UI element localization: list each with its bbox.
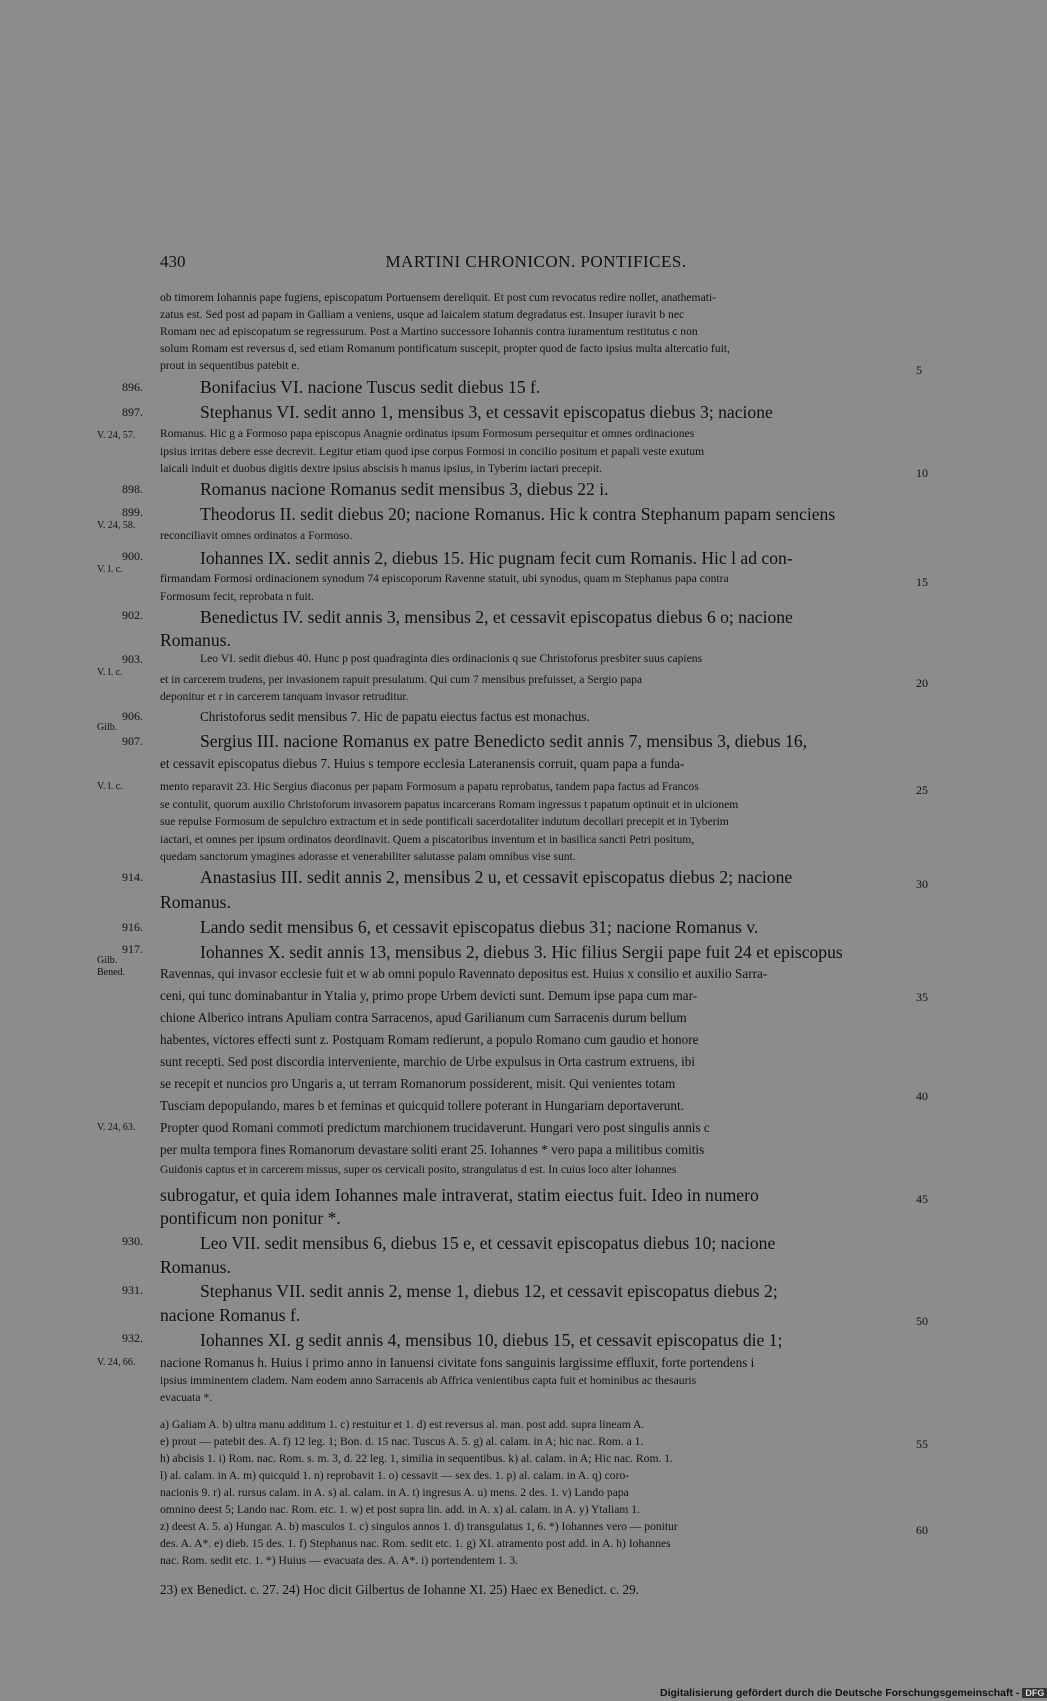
page-number: 430 <box>160 252 186 271</box>
text-line: chione Alberico intrans Apuliam contra Sarracenos, apud Garilianum cum Sarracenis durum bellum <box>160 1010 687 1025</box>
year-label: 932. <box>122 1331 143 1345</box>
year-label: 902. <box>122 608 143 622</box>
credit-text: Digitalisierung gefördert durch die Deutsche Forschungsgemeinschaft - <box>660 1687 1020 1699</box>
text-line: solum Romam est reversus d, sed etiam Romanum pontificatum suscepit, propter quod de facto ipsius multa altercatio fuit, <box>160 342 730 355</box>
year-label: 896. <box>122 380 143 394</box>
source-reference: V. 24, 58. <box>97 520 136 531</box>
text-line: nac. Rom. sedit etc. 1. *) Huius — evacuata des. A. A*. i) portendentem 1. 3. <box>160 1554 519 1567</box>
text-line: per multa tempora fines Romanorum devastare soliti erant 25. Iohannes * vero papa a militibus comitis <box>160 1142 705 1157</box>
text-line: ceni, qui tunc dominabantur in Ytalia y, primo prope Urbem devicti sunt. Demum ipse papa cum mar- <box>160 988 698 1003</box>
source-reference: Bened. <box>97 967 126 978</box>
line-number: 20 <box>916 676 928 690</box>
source-reference: V. 24, 57. <box>97 430 136 441</box>
text-line: laicali induit et duobus digitis dextre ipsius abscisis h manus ipsius, in Tyberim iactari precepit. <box>160 462 603 475</box>
text-line: se recepit et nuncios pro Ungaris a, ut terram Romanorum possiderent, misit. Qui venientes totam <box>160 1076 676 1091</box>
line-number: 60 <box>916 1523 928 1537</box>
text-line: nacione Romanus h. Huius i primo anno in Ianuensi civitate fons sanguinis largissime effluxit, forte portendens i <box>160 1355 755 1370</box>
text-line: ipsius imminentem cladem. Nam eodem anno Sarracenis ab Affrica venientibus capta fuit et hominibus ac thesauris <box>160 1374 697 1387</box>
year-label: 898. <box>122 482 143 496</box>
text-line: quedam sanctorum ymagines adorasse et venerabiliter salutasse palam omnibus vise sunt. <box>160 850 576 863</box>
text-line: h) abcisis 1. i) Rom. nac. Rom. s. m. 3, d. 22 leg. 1, similia in sequentibus. k) al. calam. in A; Hic nac. Rom. 1. <box>160 1452 673 1465</box>
source-reference: Gilb. <box>97 722 118 733</box>
text-line: deponitur et r in carcerem tanquam invasor retruditur. <box>160 690 409 703</box>
text-line: se contulit, quorum auxilio Christoforum invasorem papatus incarcerans Romam ingressus t papatum optinuit et in ulcionem <box>160 798 739 811</box>
text-line: reconciliavit omnes ordinatos a Formoso. <box>160 529 353 542</box>
text-line: Tusciam depopulando, mares b et feminas et quicquid tollere poterant in Hungariam deportaverunt. <box>160 1098 684 1113</box>
text-line: z) deest A. 5. a) Hungar. A. b) masculos 1. c) singulos annos 1. d) transgulatus 1, 6. *) Iohannes vero — ponitur <box>160 1520 678 1533</box>
text-line: sue repulse Formosum de sepulchro extractum et in sede pontificali sacerdotaliter indutum decollari precepit et in Tyberim <box>160 815 729 828</box>
text-line: Romanus. Hic g a Formoso papa episcopus Anagnie ordinatus ipsum Formosum persequitur et omnes ordinaciones <box>160 427 695 440</box>
text-line: ipsius irritas debere esse decrevit. Legitur etiam quod ipse corpus Formosi in concilio positum et papali veste exutum <box>160 445 705 458</box>
text-line: 23) ex Benedict. c. 27. 24) Hoc dicit Gilbertus de Iohanne XI. 25) Haec ex Benedict. c. 29. <box>160 1582 639 1597</box>
text-line: Anastasius III. sedit annis 2, mensibus 2 u, et cessavit episcopatus diebus 2; nacione <box>200 867 793 887</box>
text-line: Ravennas, qui invasor ecclesie fuit et w ab omni populo Ravennato depositus est. Huius x consilio et auxilio Sarra- <box>160 966 768 981</box>
source-reference: V. 24, 63. <box>97 1122 136 1133</box>
text-line: Sergius III. nacione Romanus ex patre Benedicto sedit annis 7, mensibus 3, diebus 16, <box>200 731 808 751</box>
line-number: 55 <box>916 1437 928 1451</box>
text-line: et cessavit episcopatus diebus 7. Huius s tempore ecclesia Lateranensis corruit, quam papa a funda- <box>160 756 685 771</box>
year-label: 903. <box>122 652 143 666</box>
text-line: firmandam Formosi ordinacionem synodum 74 episcoporum Ravenne statuit, ubi synodus, quam m Stephanus papa contra <box>160 572 729 585</box>
line-number: 10 <box>916 466 928 480</box>
text-line: Christoforus sedit mensibus 7. Hic de papatu eiectus factus est monachus. <box>200 709 590 724</box>
line-number: 25 <box>916 783 928 797</box>
text-line: Romanus. <box>160 1257 231 1277</box>
line-number: 30 <box>916 877 928 891</box>
text-line: subrogatur, et quia idem Iohannes male intraverat, statim eiectus fuit. Ideo in numero <box>160 1185 759 1205</box>
source-reference: Gilb. <box>97 955 118 966</box>
text-line: ob timorem Iohannis pape fugiens, episcopatum Portuensem dereliquit. Et post cum revocatus redire nollet, anathemati- <box>160 291 717 304</box>
text-line: mento reparavit 23. Hic Sergius diaconus per papam Formosum a papatu reprobatus, tandem papa factus ad Francos <box>160 780 699 793</box>
line-number: 35 <box>916 990 928 1004</box>
year-label: 930. <box>122 1234 143 1248</box>
year-label: 914. <box>122 870 143 884</box>
line-number: 40 <box>916 1089 928 1103</box>
year-label: 897. <box>122 405 143 419</box>
text-line: Formosum fecit, reprobata n fuit. <box>160 590 314 603</box>
text-line: Romam nec ad episcopatum se regressurum. Post a Martino successore Iohannis contra iuramentum restitutus c non <box>160 325 698 338</box>
page-header <box>160 252 912 276</box>
text-line: nacione Romanus f. <box>160 1305 301 1325</box>
text-line: Leo VI. sedit diebus 40. Hunc p post quadraginta dies ordinacionis q sue Christoforus presbiter suus capiens <box>200 652 703 665</box>
text-line: Iohannes X. sedit annis 13, mensibus 2, diebus 3. Hic filius Sergii pape fuit 24 et episcopus <box>200 942 843 962</box>
line-number: 15 <box>916 575 928 589</box>
line-number: 50 <box>916 1314 928 1328</box>
year-label: 900. <box>122 549 143 563</box>
text-line: Stephanus VI. sedit anno 1, mensibus 3, et cessavit episcopatus diebus 3; nacione <box>200 402 773 422</box>
text-line: evacuata *. <box>160 1391 213 1404</box>
text-line: iactari, et omnes per ipsum ordinatos deordinavit. Quem a piscatoribus inventum et in basilica sancti Petri positum, <box>160 833 695 846</box>
text-line: Romanus nacione Romanus sedit mensibus 3, diebus 22 i. <box>200 479 609 499</box>
source-reference: V. l. c. <box>97 564 123 575</box>
text-line: et in carcerem trudens, per invasionem rapuit presulatum. Qui cum 7 mensibus prefuisset, a Sergio papa <box>160 673 643 686</box>
text-line: Iohannes XI. g sedit annis 4, mensibus 10, diebus 15, et cessavit episcopatus die 1; <box>200 1330 783 1350</box>
line-number: 45 <box>916 1192 928 1206</box>
text-line: l) al. calam. in A. m) quicquid 1. n) reprobavit 1. o) cessavit — sex des. 1. p) al. calam. in A. q) coro- <box>160 1469 630 1482</box>
text-line: Romanus. <box>160 630 231 650</box>
year-label: 899. <box>122 505 143 519</box>
year-label: 907. <box>122 734 143 748</box>
text-line: Iohannes IX. sedit annis 2, diebus 15. Hic pugnam fecit cum Romanis. Hic l ad con- <box>200 548 793 568</box>
source-reference: V. l. c. <box>97 781 123 792</box>
text-line: e) prout — patebit des. A. f) 12 leg. 1; Bon. d. 15 nac. Tuscus A. 5. g) al. calam. in A; hic nac. Rom. a 1. <box>160 1435 644 1448</box>
text-line: zatus est. Sed post ad papam in Galliam a veniens, usque ad laicalem statum degradatus est. Insuper iuravit b nec <box>160 308 685 321</box>
text-line: Bonifacius VI. nacione Tuscus sedit diebus 15 f. <box>200 377 541 397</box>
text-line: prout in sequentibus patebit e. <box>160 359 300 372</box>
text-line: Leo VII. sedit mensibus 6, diebus 15 e, et cessavit episcopatus diebus 10; nacione <box>200 1233 776 1253</box>
year-label: 931. <box>122 1283 143 1297</box>
year-label: 917. <box>122 942 143 956</box>
dfg-logo: DFG <box>1022 1688 1047 1698</box>
text-line: nacionis 9. r) al. rursus calam. in A. s) al. calam. in A. t) ingresus A. u) mens. 2 des. 1. v) Lando papa <box>160 1486 629 1499</box>
text-line: omnino deest 5; Lando nac. Rom. etc. 1. w) et post supra lin. add. in A. x) al. calam. in A. y) Ytaliam 1. <box>160 1503 640 1516</box>
digitization-credit <box>660 1687 1047 1699</box>
text-line: Lando sedit mensibus 6, et cessavit episcopatus diebus 31; nacione Romanus v. <box>200 917 759 937</box>
text-line: Propter quod Romani commoti predictum marchionem trucidaverunt. Hungari vero post singulis annis c <box>160 1120 710 1135</box>
text-line: sunt recepti. Sed post discordia interveniente, marchio de Urbe expulsus in Orta castrum extruens, ibi <box>160 1054 696 1069</box>
source-reference: V. 24, 66. <box>97 1357 136 1368</box>
text-line: des. A. A*. e) dieb. 15 des. 1. f) Stephanus nac. Rom. sedit etc. 1. g) XI. atramento post add. in A. h) Iohannes <box>160 1537 671 1550</box>
line-number: 5 <box>916 363 922 377</box>
text-line: Stephanus VII. sedit annis 2, mense 1, diebus 12, et cessavit episcopatus diebus 2; <box>200 1281 778 1301</box>
text-line: pontificum non ponitur *. <box>160 1208 341 1228</box>
year-label: 906. <box>122 709 143 723</box>
text-line: Theodorus II. sedit diebus 20; nacione Romanus. Hic k contra Stephanum papam senciens <box>200 504 836 524</box>
running-title: MARTINI CHRONICON. PONTIFICES. <box>385 252 687 271</box>
text-line: Guidonis captus et in carcerem missus, super os cervicali posito, strangulatus d est. In cuius loco alter Iohannes <box>160 1163 677 1176</box>
text-line: Benedictus IV. sedit annis 3, mensibus 2, et cessavit episcopatus diebus 6 o; nacione <box>200 607 793 627</box>
text-line: habentes, victores effecti sunt z. Postquam Romam redierunt, a populo Romano cum gaudio et honore <box>160 1032 699 1047</box>
source-reference: V. l. c. <box>97 667 123 678</box>
text-line: a) Galiam A. b) ultra manu additum 1. c) restuitur et 1. d) est reversus al. man. post add. supra lineam A. <box>160 1418 645 1431</box>
year-label: 916. <box>122 920 143 934</box>
text-line: Romanus. <box>160 892 231 912</box>
